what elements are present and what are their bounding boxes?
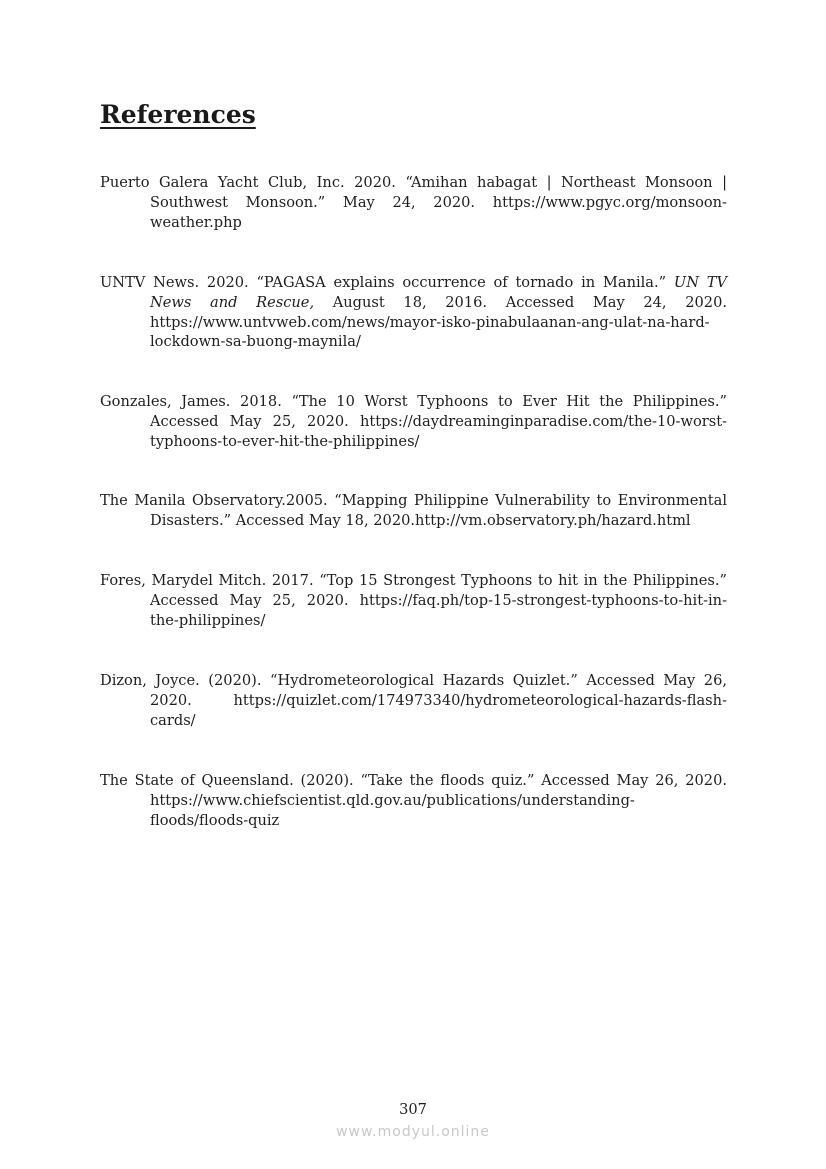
reference-text: UNTV News. 2020. “PAGASA explains occurrence of tornado in Manila.”	[100, 274, 674, 291]
watermark: www.modyul.online	[336, 1124, 490, 1140]
reference-entry	[100, 671, 727, 730]
reference-text: Puerto Galera Yacht Club, Inc. 2020. “Amihan habagat | Northeast Monsoon | Southwest Monsoon.” May 24, 2020. https://www.pgyc.org/monsoon-weather.php	[100, 174, 727, 231]
reference-text: Fores, Marydel Mitch. 2017. “Top 15 Strongest Typhoons to hit in the Philippines.” Accessed May 25, 2020. https://faq.ph/top-15-strongest-typhoons-to-hit-in-the-philippines/	[100, 572, 727, 629]
reference-entry	[100, 491, 727, 531]
reference-text-continued: August 18, 2016. Accessed May 24, 2020. https://www.untvweb.com/news/mayor-isko-pinabulaanan-ang-ulat-na-hard-lockdown-sa-buong-maynila/	[150, 293, 727, 351]
page-number: 307	[399, 1101, 427, 1118]
reference-entry	[100, 771, 727, 830]
page-title: References	[100, 100, 256, 129]
reference-text: Gonzales, James. 2018. “The 10 Worst Typhoons to Ever Hit the Philippines.” Accessed May 25, 2020. https://daydreaminginparadise.com/the-10-worst-typhoons-to-ever-hit-the-philippines/	[100, 393, 727, 450]
reference-source-italic: UN TV News and Rescue,	[150, 274, 728, 311]
reference-text: The Manila Observatory.2005. “Mapping Philippine Vulnerability to Environmental Disasters.” Accessed May 18, 2020.http://vm.observatory.ph/hazard.html	[100, 492, 727, 529]
reference-text: Dizon, Joyce. (2020). “Hydrometeorological Hazards Quizlet.” Accessed May 26, 2020. https://quizlet.com/174973340/hydrometeorological-hazards-flash-cards/	[100, 672, 727, 729]
reference-text: The State of Queensland. (2020). “Take the floods quiz.” Accessed May 26, 2020. https://www.chiefscientist.qld.gov.au/publications/understanding-floods/floods-quiz	[100, 772, 727, 829]
reference-entry	[100, 173, 727, 232]
reference-entry	[100, 273, 727, 352]
reference-entry	[100, 392, 727, 451]
reference-entry	[100, 571, 727, 630]
